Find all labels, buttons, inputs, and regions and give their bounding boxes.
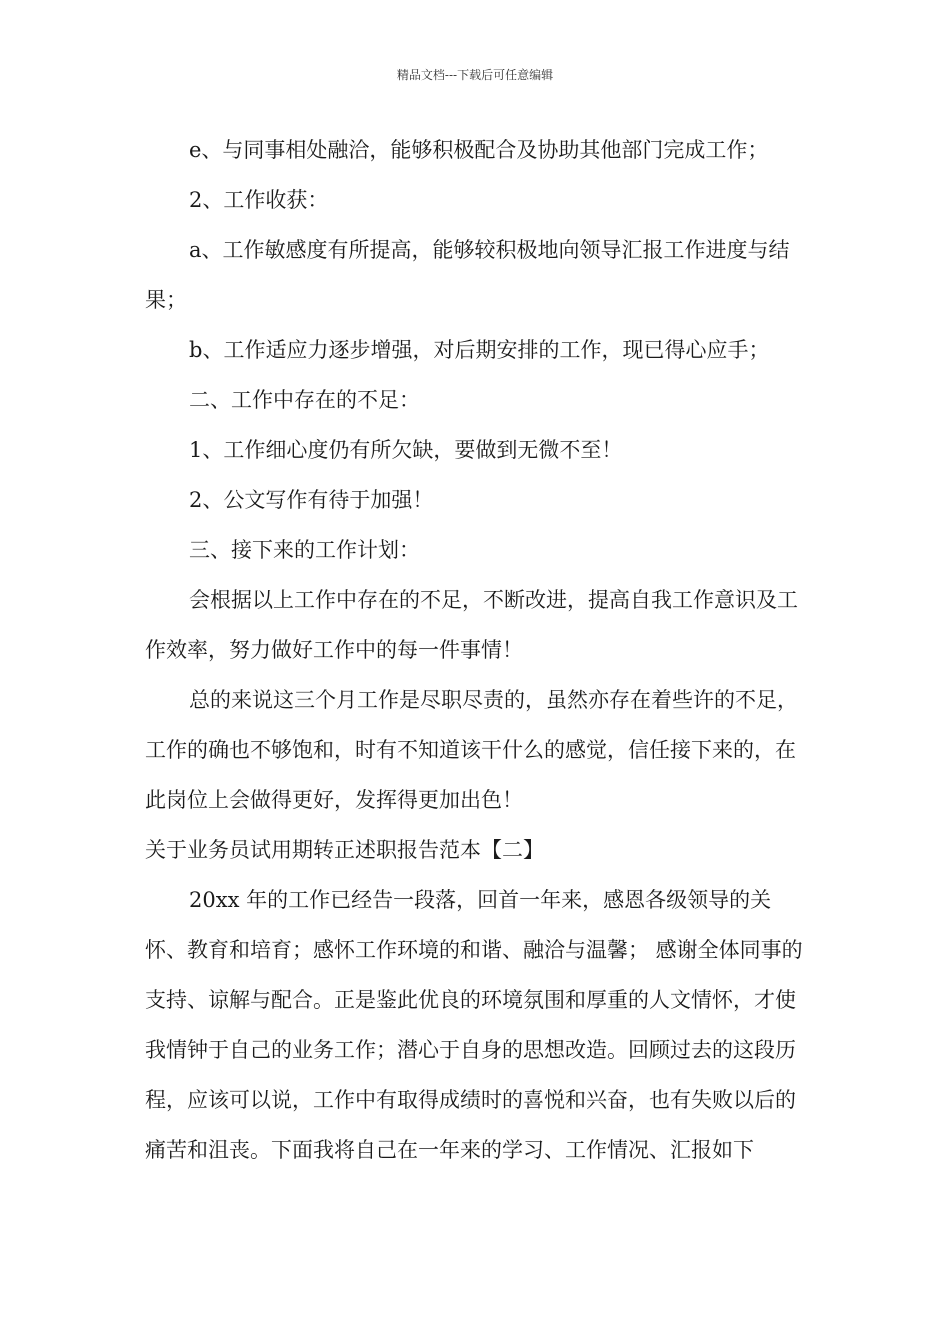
paragraph: 2、公文写作有待于加强！ <box>189 488 434 512</box>
paragraph: 三、接下来的工作计划： <box>189 538 420 562</box>
document-body <box>145 125 810 1175</box>
paragraph: 1、工作细心度仍有所欠缺，要做到无微不至！ <box>189 438 623 462</box>
paragraph: a、工作敏感度有所提高，能够较积极地向领导汇报工作进度与结果； <box>145 238 790 312</box>
paragraph: 会根据以上工作中存在的不足，不断改进，提高自我工作意识及工作效率，努力做好工作中的每一件事情！ <box>145 588 798 662</box>
paragraph: b、工作适应力逐步增强，对后期安排的工作，现已得心应手； <box>189 338 770 362</box>
paragraph: 2、工作收获： <box>189 188 329 212</box>
paragraph: e、与同事相处融洽，能够积极配合及协助其他部门完成工作； <box>189 138 769 162</box>
page-header: 精品文档---下载后可任意编辑 <box>396 68 554 82</box>
paragraph: 20xx 年的工作已经告一段落，回首一年来，感恩各级领导的关怀、教育和培育；感怀工作环境的和谐、融洽与温馨； 感谢全体同事的支持、谅解与配合。正是鉴此优良的环境氛围和厚重的人文情怀，才使我情钟于自己的业务工作；潜心于自身的思想改造。回顾过去的这段历程，应该可以说，工作中有取得成绩时的喜悦和兴奋，也有失败以后的痛苦和沮丧。下面我将自己在一年来的学习、工作情况、汇报如下 <box>145 888 803 1162</box>
section-heading: 关于业务员试用期转正述职报告范本【二】 <box>145 838 544 862</box>
paragraph: 总的来说这三个月工作是尽职尽责的，虽然亦存在着些许的不足，工作的确也不够饱和，时有不知道该干什么的感觉，信任接下来的，在此岗位上会做得更好，发挥得更加出色！ <box>145 688 798 812</box>
paragraph: 二、工作中存在的不足： <box>189 388 420 412</box>
